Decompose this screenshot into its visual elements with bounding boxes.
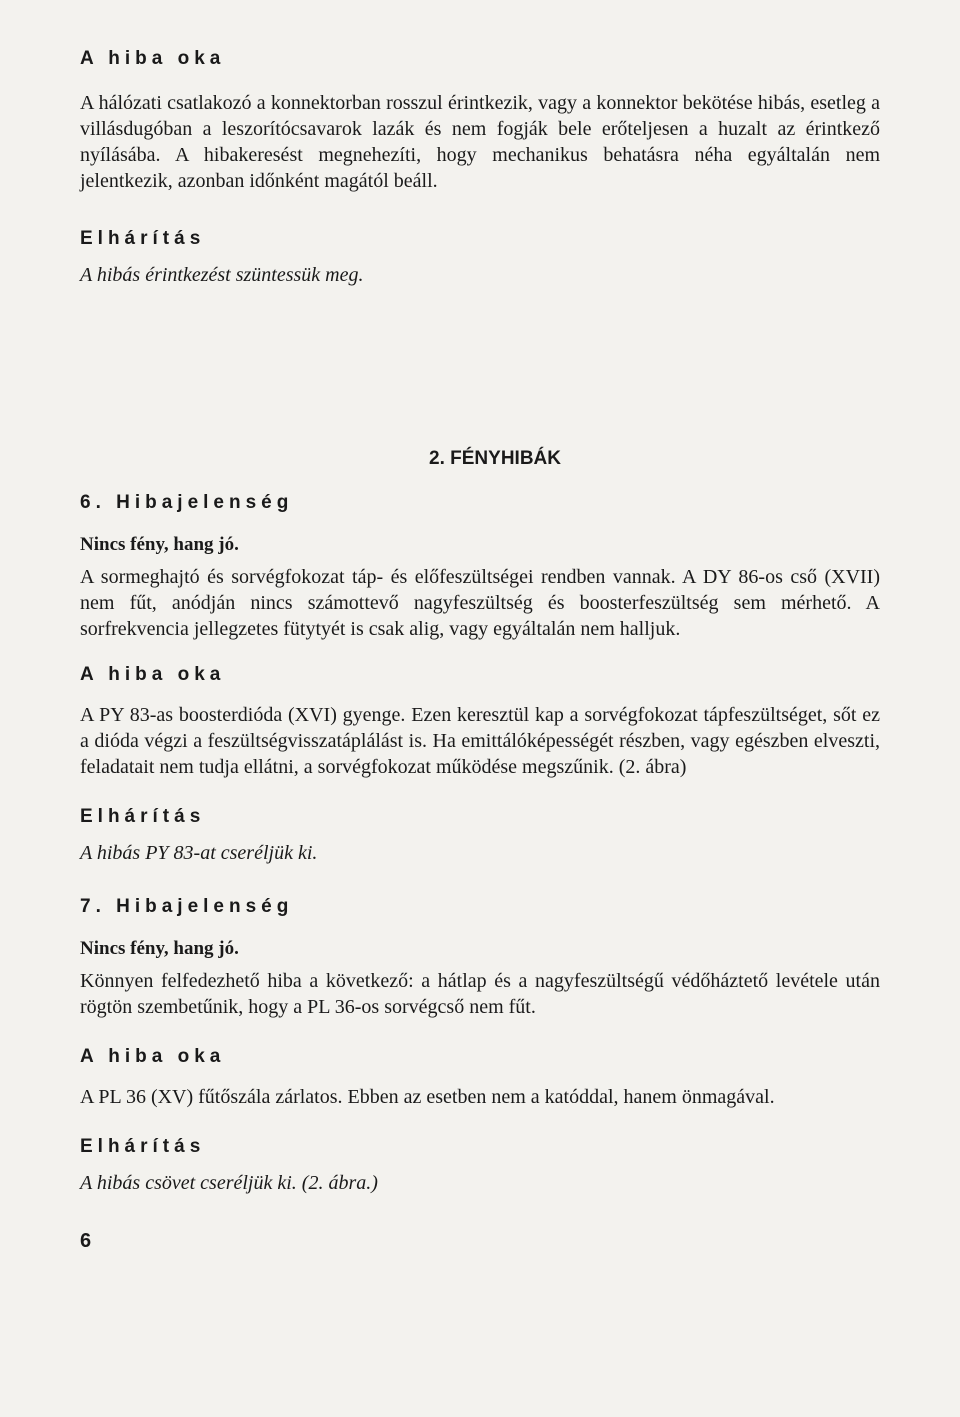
cause-text-1: A hálózati csatlakozó a konnektorban rosszul érintkezik, vagy a konnektor bekötése hibás, esetleg a villásdugóban a leszorítócsavarok lazák és nem fogják bele erőteljesen a huzalt az érintkező nyílásába. A hibakeresést megnehezíti, hogy mechanikus behatásra néha egyáltalán nem jelentkezik, azonban időnként magától beáll. <box>80 92 880 192</box>
symptom-heading-6: 6. Hibajelenség <box>80 492 294 513</box>
symptom-text-6: A sormeghajtó és sorvégfokozat táp- és előfeszültségei rendben vannak. A DY 86-os cső (XVII) nem fűt, anódján nincs számottevő nagyfeszültség és boosterfeszültség sem mérhető. A sorfrekvencia jellegzetes fütytyét is csak alig, vagy egyáltalán nem halljuk. <box>80 566 880 640</box>
symptom-subtitle-7: Nincs fény, hang jó. <box>80 938 239 959</box>
cause-heading-1: A hiba oka <box>80 48 226 69</box>
symptom-text-7: Könnyen felfedezhető hiba a következő: a hátlap és a nagyfeszültségű védőháztető levétele után rögtön szembetűnik, hogy a PL 36-os sorvégcső nem fűt. <box>80 970 880 1018</box>
fix-text-6: A hibás PY 83-at cseréljük ki. <box>80 842 318 864</box>
symptom-heading-7: 7. Hibajelenség <box>80 896 294 917</box>
fix-heading-7: Elhárítás <box>80 1136 206 1157</box>
cause-heading-6: A hiba oka <box>80 664 226 685</box>
page-number: 6 <box>80 1230 92 1252</box>
symptom-subtitle-6: Nincs fény, hang jó. <box>80 534 239 555</box>
cause-text-6: A PY 83-as boosterdióda (XVI) gyenge. Ezen keresztül kap a sorvégfokozat tápfeszültséget, sőt ez a dióda végzi a feszültségvisszatáplálást is. Ha emittálóképességét részben, vagy egészben elveszti, feladatait nem tudja ellátni, a sorvégfokozat működése megszűnik. (2. ábra) <box>80 704 880 778</box>
fix-text-7: A hibás csövet cseréljük ki. (2. ábra.) <box>80 1172 378 1194</box>
cause-heading-7: A hiba oka <box>80 1046 226 1067</box>
fix-text-1: A hibás érintkezést szüntessük meg. <box>80 264 364 286</box>
chapter-title: 2. FÉNYHIBÁK <box>429 448 561 469</box>
fix-heading-6: Elhárítás <box>80 806 206 827</box>
fix-heading-1: Elhárítás <box>80 228 206 249</box>
cause-text-7: A PL 36 (XV) fűtőszála zárlatos. Ebben az esetben nem a katóddal, hanem önmagával. <box>80 1086 775 1108</box>
